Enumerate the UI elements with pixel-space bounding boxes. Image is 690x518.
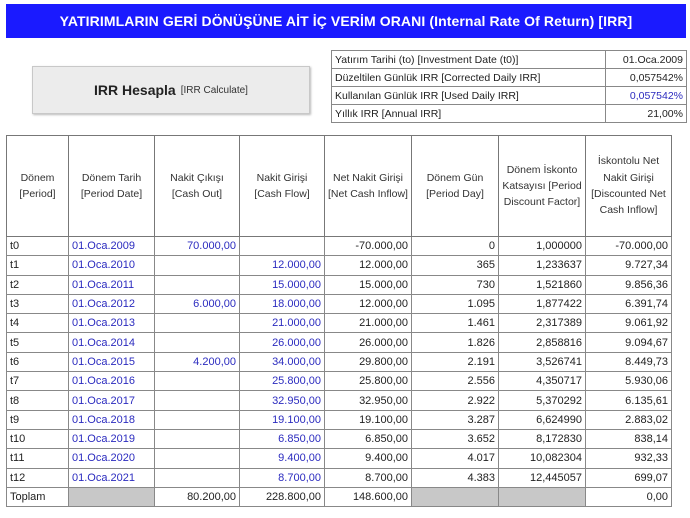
cell-cash-out[interactable] bbox=[155, 468, 240, 487]
table-row bbox=[7, 314, 672, 333]
cell-period: t0 bbox=[7, 237, 69, 256]
cell-cash-flow[interactable]: 25.800,00 bbox=[240, 372, 325, 391]
cell-cash-out[interactable] bbox=[155, 333, 240, 352]
cell-period-day: 2.922 bbox=[412, 391, 499, 410]
cell-date[interactable]: 01.Oca.2012 bbox=[69, 294, 155, 313]
cell-discount-factor: 2,858816 bbox=[499, 333, 586, 352]
cell-period: t4 bbox=[7, 314, 69, 333]
total-row bbox=[7, 487, 672, 506]
cell-date[interactable]: 01.Oca.2020 bbox=[69, 449, 155, 468]
cell-period: t6 bbox=[7, 352, 69, 371]
table-row bbox=[7, 237, 672, 256]
cell-discount-factor: 1,000000 bbox=[499, 237, 586, 256]
table-row bbox=[7, 372, 672, 391]
cell-discount-factor: 1,877422 bbox=[499, 294, 586, 313]
cell-period-day: 2.191 bbox=[412, 352, 499, 371]
cell-period-day: 730 bbox=[412, 275, 499, 294]
cell-cash-out[interactable]: 6.000,00 bbox=[155, 294, 240, 313]
cell-cash-out[interactable] bbox=[155, 449, 240, 468]
cell-period-day: 4.017 bbox=[412, 449, 499, 468]
cell-cash-flow[interactable]: 21.000,00 bbox=[240, 314, 325, 333]
total-net-cash-inflow: 148.600,00 bbox=[325, 487, 412, 506]
cell-cash-out[interactable]: 70.000,00 bbox=[155, 237, 240, 256]
table-row bbox=[7, 449, 672, 468]
cell-cash-flow[interactable]: 12.000,00 bbox=[240, 256, 325, 275]
info-label: Düzeltilen Günlük IRR [Corrected Daily IRR] bbox=[332, 69, 606, 87]
header-date: Dönem Tarih [Period Date] bbox=[69, 136, 155, 237]
cell-cash-flow[interactable] bbox=[240, 237, 325, 256]
cell-cash-out[interactable] bbox=[155, 256, 240, 275]
cell-discounted-inflow: 838,14 bbox=[586, 429, 672, 448]
table-row bbox=[7, 256, 672, 275]
cell-period-day: 4.383 bbox=[412, 468, 499, 487]
header-discounted-inflow: İskontolu Net Nakit Girişi [Discounted Net Cash Inflow] bbox=[586, 136, 672, 237]
cell-period-day: 1.461 bbox=[412, 314, 499, 333]
total-cash-out: 80.200,00 bbox=[155, 487, 240, 506]
info-row bbox=[332, 105, 687, 123]
cell-net-cash-inflow: 9.400,00 bbox=[325, 449, 412, 468]
cell-discounted-inflow: 2.883,02 bbox=[586, 410, 672, 429]
table-row bbox=[7, 352, 672, 371]
cell-discount-factor: 10,082304 bbox=[499, 449, 586, 468]
info-value[interactable]: 21,00% bbox=[606, 105, 687, 123]
header-period-day: Dönem Gün [Period Day] bbox=[412, 136, 499, 237]
header-discount-factor: Dönem İskonto Katsayısı [Period Discount Factor] bbox=[499, 136, 586, 237]
table-row bbox=[7, 468, 672, 487]
cell-period: t2 bbox=[7, 275, 69, 294]
cell-cash-out[interactable] bbox=[155, 429, 240, 448]
cell-net-cash-inflow: 6.850,00 bbox=[325, 429, 412, 448]
info-row bbox=[332, 87, 687, 105]
cell-net-cash-inflow: 32.950,00 bbox=[325, 391, 412, 410]
cell-cash-out[interactable] bbox=[155, 314, 240, 333]
cell-cash-flow[interactable]: 19.100,00 bbox=[240, 410, 325, 429]
irr-calculate-button[interactable] bbox=[32, 66, 310, 114]
cell-discount-factor: 6,624990 bbox=[499, 410, 586, 429]
table-row bbox=[7, 391, 672, 410]
info-label: Kullanılan Günlük IRR [Used Daily IRR] bbox=[332, 87, 606, 105]
cell-discounted-inflow: 9.061,92 bbox=[586, 314, 672, 333]
header-net-cash-inflow: Net Nakit Girişi [Net Cash Inflow] bbox=[325, 136, 412, 237]
cell-period: t3 bbox=[7, 294, 69, 313]
cell-cash-flow[interactable]: 26.000,00 bbox=[240, 333, 325, 352]
cell-period-day: 0 bbox=[412, 237, 499, 256]
total-date-cell bbox=[69, 487, 155, 506]
cell-discounted-inflow: 932,33 bbox=[586, 449, 672, 468]
cell-period: t7 bbox=[7, 372, 69, 391]
cell-date[interactable]: 01.Oca.2021 bbox=[69, 468, 155, 487]
cell-date[interactable]: 01.Oca.2011 bbox=[69, 275, 155, 294]
cell-net-cash-inflow: 21.000,00 bbox=[325, 314, 412, 333]
cell-discounted-inflow: 699,07 bbox=[586, 468, 672, 487]
cell-cash-flow[interactable]: 34.000,00 bbox=[240, 352, 325, 371]
cell-discounted-inflow: 8.449,73 bbox=[586, 352, 672, 371]
cell-date[interactable]: 01.Oca.2015 bbox=[69, 352, 155, 371]
cell-period-day: 2.556 bbox=[412, 372, 499, 391]
info-value[interactable]: 0,057542% bbox=[606, 87, 687, 105]
total-label: Toplam bbox=[7, 487, 69, 506]
header-period: Dönem [Period] bbox=[7, 136, 69, 237]
cell-cash-flow[interactable]: 15.000,00 bbox=[240, 275, 325, 294]
total-discounted-inflow: 0,00 bbox=[586, 487, 672, 506]
page-title: YATIRIMLARIN GERİ DÖNÜŞÜNE AİT İÇ VERİM ORANI (Internal Rate Of Return) [IRR] bbox=[6, 4, 686, 38]
cell-period: t5 bbox=[7, 333, 69, 352]
header-row bbox=[7, 136, 672, 237]
header-cash-out: Nakit Çıkışı [Cash Out] bbox=[155, 136, 240, 237]
cell-cash-flow[interactable]: 8.700,00 bbox=[240, 468, 325, 487]
cell-net-cash-inflow: 19.100,00 bbox=[325, 410, 412, 429]
info-label: Yıllık IRR [Annual IRR] bbox=[332, 105, 606, 123]
cell-net-cash-inflow: 8.700,00 bbox=[325, 468, 412, 487]
cell-cash-flow[interactable]: 6.850,00 bbox=[240, 429, 325, 448]
table-row bbox=[7, 294, 672, 313]
cell-date[interactable]: 01.Oca.2014 bbox=[69, 333, 155, 352]
cell-net-cash-inflow: 15.000,00 bbox=[325, 275, 412, 294]
table-row bbox=[7, 410, 672, 429]
total-day-cell bbox=[412, 487, 499, 506]
cell-period: t9 bbox=[7, 410, 69, 429]
cell-cash-out[interactable] bbox=[155, 372, 240, 391]
info-row bbox=[332, 69, 687, 87]
cell-cash-out[interactable] bbox=[155, 410, 240, 429]
info-value[interactable]: 01.Oca.2009 bbox=[606, 51, 687, 69]
cell-discounted-inflow: 9.856,36 bbox=[586, 275, 672, 294]
cell-net-cash-inflow: 25.800,00 bbox=[325, 372, 412, 391]
total-cash-flow: 228.800,00 bbox=[240, 487, 325, 506]
irr-calculate-sublabel: [IRR Calculate] bbox=[180, 84, 248, 96]
irr-calculate-label: IRR Hesapla bbox=[94, 82, 176, 98]
cell-discount-factor: 4,350717 bbox=[499, 372, 586, 391]
table-row bbox=[7, 275, 672, 294]
cell-date[interactable]: 01.Oca.2010 bbox=[69, 256, 155, 275]
cell-discounted-inflow: 6.135,61 bbox=[586, 391, 672, 410]
cell-discount-factor: 1,521860 bbox=[499, 275, 586, 294]
table-row bbox=[7, 333, 672, 352]
cell-period-day: 3.652 bbox=[412, 429, 499, 448]
cell-discounted-inflow: 9.727,34 bbox=[586, 256, 672, 275]
info-row bbox=[332, 51, 687, 69]
cell-date[interactable]: 01.Oca.2018 bbox=[69, 410, 155, 429]
table-row bbox=[7, 429, 672, 448]
cell-period: t11 bbox=[7, 449, 69, 468]
cell-net-cash-inflow: 26.000,00 bbox=[325, 333, 412, 352]
cash-flow-table bbox=[6, 135, 672, 507]
total-factor-cell bbox=[499, 487, 586, 506]
cell-net-cash-inflow: 29.800,00 bbox=[325, 352, 412, 371]
cell-period-day: 1.095 bbox=[412, 294, 499, 313]
cell-discount-factor: 2,317389 bbox=[499, 314, 586, 333]
irr-info-table bbox=[331, 50, 687, 123]
cell-period: t8 bbox=[7, 391, 69, 410]
cell-cash-flow[interactable]: 32.950,00 bbox=[240, 391, 325, 410]
cell-date[interactable]: 01.Oca.2017 bbox=[69, 391, 155, 410]
cell-discount-factor: 12,445057 bbox=[499, 468, 586, 487]
cell-date[interactable]: 01.Oca.2009 bbox=[69, 237, 155, 256]
cell-net-cash-inflow: -70.000,00 bbox=[325, 237, 412, 256]
cell-discount-factor: 5,370292 bbox=[499, 391, 586, 410]
cell-period: t12 bbox=[7, 468, 69, 487]
cell-cash-out[interactable] bbox=[155, 275, 240, 294]
cell-discount-factor: 8,172830 bbox=[499, 429, 586, 448]
cell-discounted-inflow: -70.000,00 bbox=[586, 237, 672, 256]
cell-cash-out[interactable]: 4.200,00 bbox=[155, 352, 240, 371]
cell-period: t1 bbox=[7, 256, 69, 275]
cell-period-day: 1.826 bbox=[412, 333, 499, 352]
cell-cash-flow[interactable]: 9.400,00 bbox=[240, 449, 325, 468]
cell-cash-out[interactable] bbox=[155, 391, 240, 410]
cell-cash-flow[interactable]: 18.000,00 bbox=[240, 294, 325, 313]
info-label: Yatırım Tarihi (to) [Investment Date (t0)] bbox=[332, 51, 606, 69]
cell-date[interactable]: 01.Oca.2016 bbox=[69, 372, 155, 391]
cell-discounted-inflow: 5.930,06 bbox=[586, 372, 672, 391]
cell-date[interactable]: 01.Oca.2013 bbox=[69, 314, 155, 333]
cell-period: t10 bbox=[7, 429, 69, 448]
cell-net-cash-inflow: 12.000,00 bbox=[325, 256, 412, 275]
header-cash-flow: Nakit Girişi [Cash Flow] bbox=[240, 136, 325, 237]
cell-discounted-inflow: 9.094,67 bbox=[586, 333, 672, 352]
cell-discount-factor: 1,233637 bbox=[499, 256, 586, 275]
cell-date[interactable]: 01.Oca.2019 bbox=[69, 429, 155, 448]
cell-net-cash-inflow: 12.000,00 bbox=[325, 294, 412, 313]
info-value[interactable]: 0,057542% bbox=[606, 69, 687, 87]
cell-discounted-inflow: 6.391,74 bbox=[586, 294, 672, 313]
cell-period-day: 365 bbox=[412, 256, 499, 275]
cell-discount-factor: 3,526741 bbox=[499, 352, 586, 371]
cell-period-day: 3.287 bbox=[412, 410, 499, 429]
